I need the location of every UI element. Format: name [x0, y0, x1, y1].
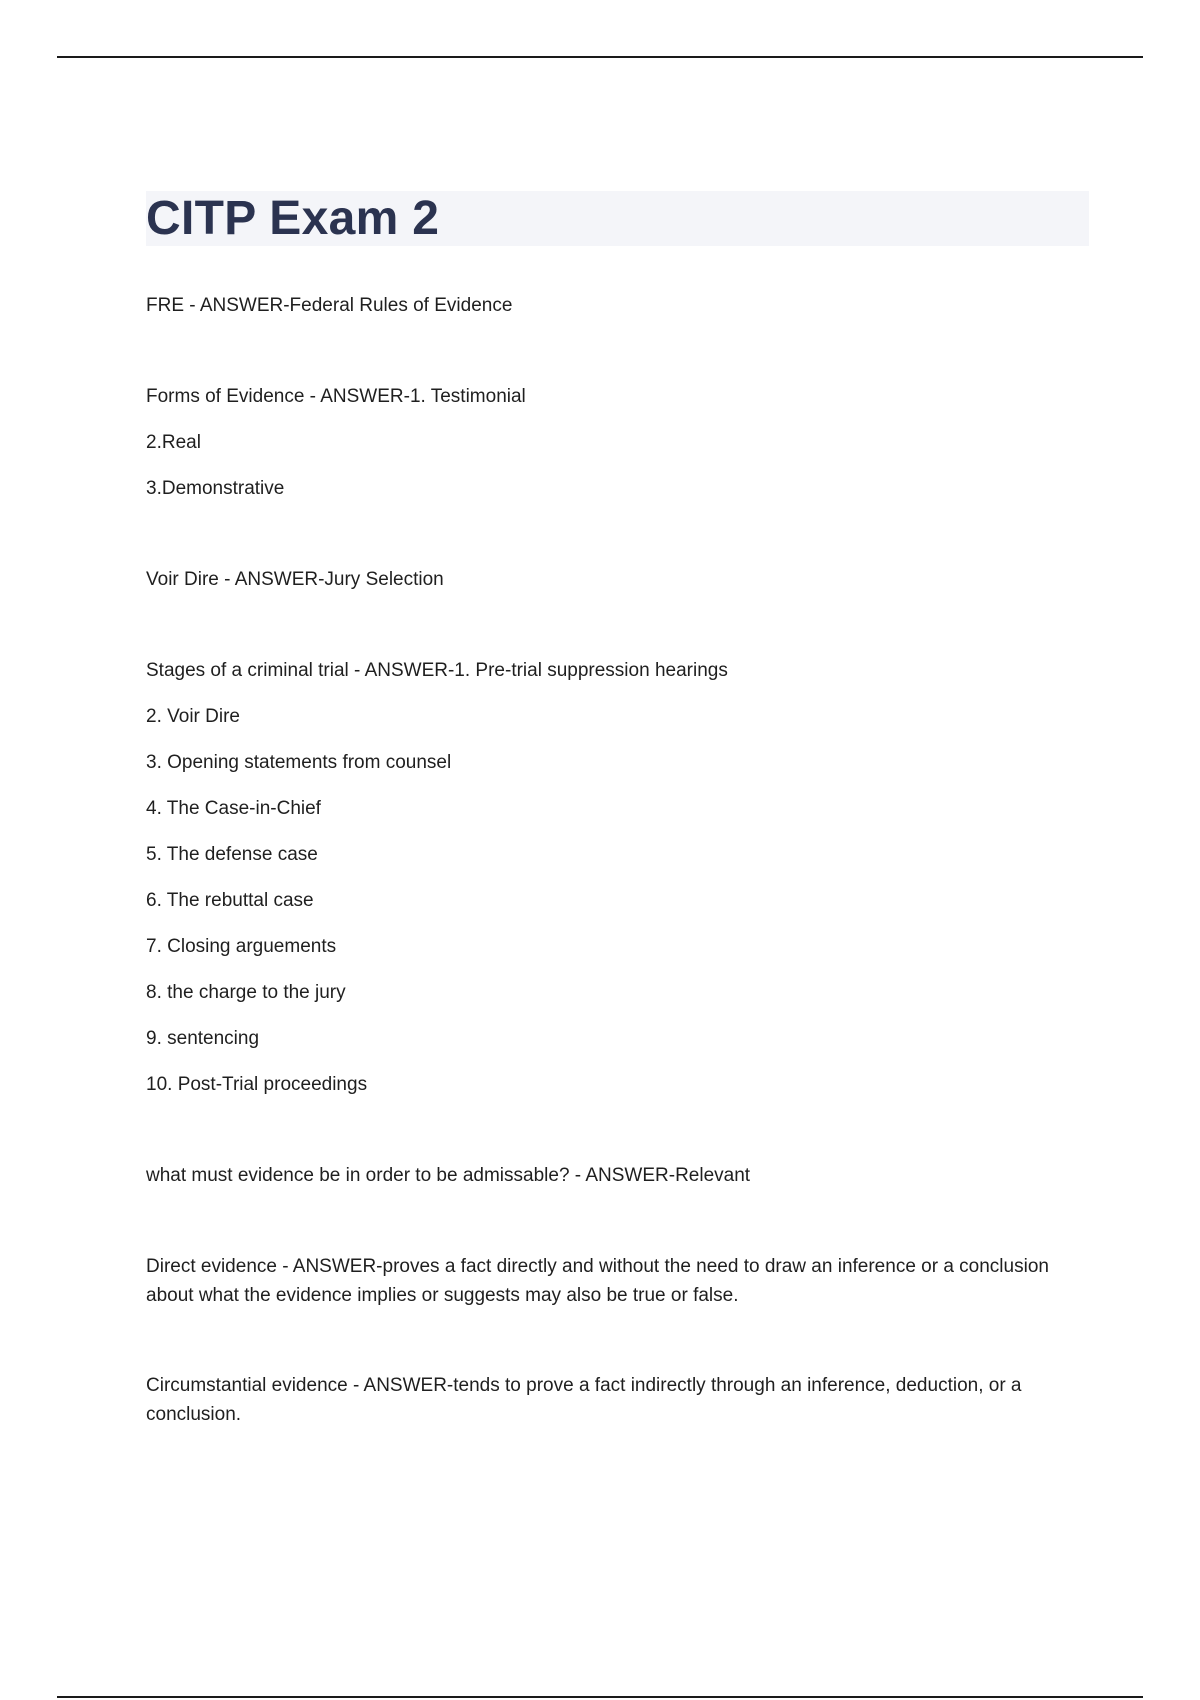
qa-text: FRE - ANSWER-Federal Rules of Evidence	[146, 295, 513, 316]
qa-list-item: 8. the charge to the jury	[146, 982, 346, 1003]
qa-entry-trial-stages	[146, 656, 1089, 1100]
qa-text: Direct evidence - ANSWER-proves a fact directly and without the need to draw an inference or a conclusion about what the evidence implies or suggests may also be true or false.	[146, 1256, 1049, 1306]
qa-list-item: 4. The Case-in-Chief	[146, 798, 321, 819]
qa-text: Circumstantial evidence - ANSWER-tends to prove a fact indirectly through an inference, deduction, or a conclusion.	[146, 1375, 1022, 1425]
top-divider	[57, 56, 1143, 58]
qa-list-item: 5. The defense case	[146, 844, 318, 865]
page-title: CITP Exam 2	[146, 192, 440, 245]
page-content	[146, 191, 1089, 1490]
qa-list-item: 9. sentencing	[146, 1028, 260, 1049]
bottom-divider	[57, 1696, 1143, 1698]
qa-list-item: 2. Voir Dire	[146, 706, 240, 727]
qa-list-item: 2.Real	[146, 432, 201, 453]
qa-entry-direct-evidence	[146, 1252, 1089, 1310]
qa-text: Voir Dire - ANSWER-Jury Selection	[146, 569, 444, 590]
qa-text: Stages of a criminal trial - ANSWER-1. Pre-trial suppression hearings	[146, 660, 728, 681]
qa-list-item: 10. Post-Trial proceedings	[146, 1074, 368, 1095]
title-band	[146, 191, 1089, 246]
qa-list-item: 3.Demonstrative	[146, 478, 285, 499]
qa-entry-voir-dire	[146, 565, 1089, 595]
qa-list-item: 6. The rebuttal case	[146, 890, 314, 911]
qa-entry-fre	[146, 291, 1089, 321]
qa-list-item: 7. Closing arguements	[146, 936, 337, 957]
qa-list-item: 3. Opening statements from counsel	[146, 752, 452, 773]
qa-text: what must evidence be in order to be admissable? - ANSWER-Relevant	[146, 1165, 751, 1186]
qa-text: Forms of Evidence - ANSWER-1. Testimonial	[146, 386, 526, 407]
qa-entry-forms-of-evidence	[146, 382, 1089, 504]
qa-entry-circumstantial-evidence	[146, 1371, 1089, 1429]
qa-entry-admissible	[146, 1161, 1089, 1191]
qa-list	[146, 291, 1089, 1429]
